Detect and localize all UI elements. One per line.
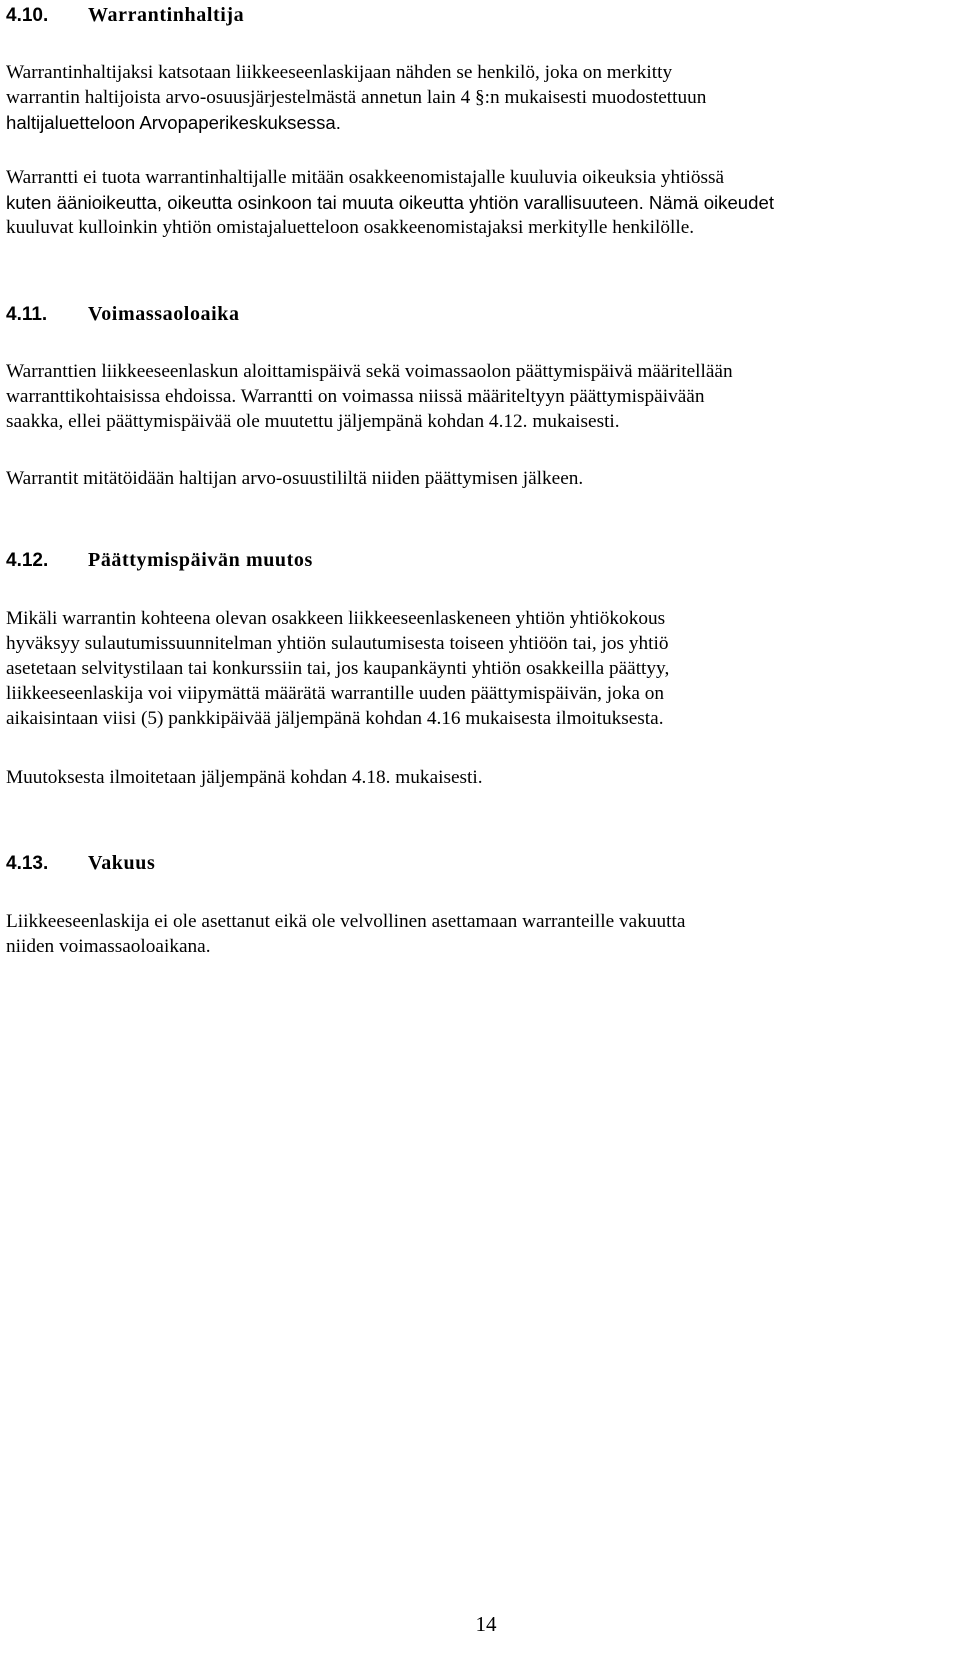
text-line: haltijaluetteloon Arvopaperikeskuksessa. (6, 112, 341, 133)
section-number: 4.10. (6, 5, 49, 26)
text-line: kuten äänioikeutta, oikeutta osinkoon tai muuta oikeutta yhtiön varallisuuteen. Nämä oikeudet (6, 192, 774, 213)
text-line: Warrantinhaltijaksi katsotaan liikkeeseenlaskijaan nähden se henkilö, joka on merkitty (6, 62, 673, 83)
paragraph-vakuus (6, 909, 926, 959)
section-heading-4-13 (6, 848, 155, 872)
section-number: 4.12. (6, 550, 49, 571)
text-line: warranttikohtaisissa ehdoissa. Warrantti on voimassa niissä määriteltyyn päättymispäivään (6, 386, 705, 407)
text-line: niiden voimassaoloaikana. (6, 936, 211, 957)
section-number: 4.13. (6, 853, 49, 874)
text-line: Warrantti ei tuota warrantinhaltijalle mitään osakkeenomistajalle kuuluvia oikeuksia yhtiössä (6, 167, 725, 188)
text-line: Muutoksesta ilmoitetaan jäljempänä kohdan 4.18. mukaisesti. (6, 767, 483, 788)
paragraph-paattymispaiva-notice (6, 765, 926, 790)
text-line: asetetaan selvitystilaan tai konkurssiin tai, jos kaupankäynti yhtiön osakkeilla päättyy, (6, 658, 670, 679)
section-title: Vakuus (88, 852, 156, 874)
text-line: aikaisintaan viisi (5) pankkipäivää jäljempänä kohdan 4.16 mukaisesta ilmoituksesta. (6, 708, 664, 729)
text-line: Liikkeeseenlaskija ei ole asettanut eikä ole velvollinen asettamaan warranteille vakuutta (6, 911, 686, 932)
text-line: hyväksyy sulautumissuunnitelman yhtiön sulautumisesta toiseen yhtiöön tai, jos yhtiö (6, 633, 669, 654)
paragraph-warrantinhaltija-rights (6, 165, 926, 240)
paragraph-voimassaoloaika-cancellation (6, 466, 926, 491)
text-line: Warrantit mitätöidään haltijan arvo-osuustililtä niiden päättymisen jälkeen. (6, 468, 584, 489)
section-heading-4-10 (6, 0, 244, 24)
text-line: Warranttien liikkeeseenlaskun aloittamispäivä sekä voimassaolon päättymispäivä määritellään (6, 361, 733, 382)
paragraph-voimassaoloaika-dates (6, 359, 926, 434)
text-line: Mikäli warrantin kohteena olevan osakkeen liikkeeseenlaskeneen yhtiön yhtiökokous (6, 608, 666, 629)
paragraph-paattymispaiva-change (6, 606, 926, 731)
text-line: warrantin haltijoista arvo-osuusjärjestelmästä annetun lain 4 §:n mukaisesti muodostettuun (6, 87, 707, 108)
text-line: liikkeeseenlaskija voi viipymättä määrätä warrantille uuden päättymispäivän, joka on (6, 683, 665, 704)
section-heading-4-12 (6, 545, 313, 569)
section-heading-4-11 (6, 299, 240, 323)
page-number: 14 (475, 1612, 497, 1636)
text-line: kuuluvat kulloinkin yhtiön omistajaluetteloon osakkeenomistajaksi merkitylle henkilölle. (6, 217, 695, 238)
section-title: Warrantinhaltija (88, 4, 245, 26)
section-title: Voimassaoloaika (88, 303, 240, 325)
paragraph-warrantinhaltija-definition (6, 60, 926, 135)
section-number: 4.11. (6, 304, 48, 325)
section-title: Päättymispäivän muutos (88, 549, 313, 571)
text-line: saakka, ellei päättymispäivää ole muutettu jäljempänä kohdan 4.12. mukaisesti. (6, 411, 620, 432)
